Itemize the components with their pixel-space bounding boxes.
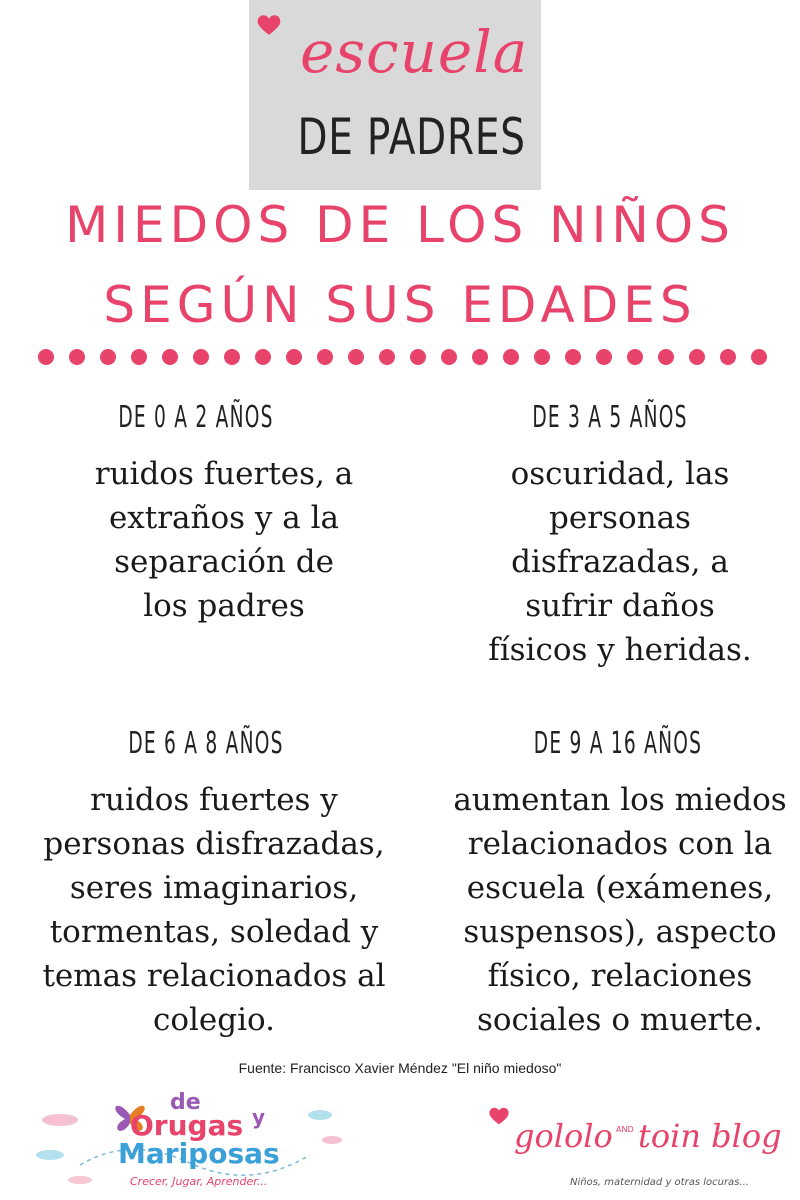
fears-3-5 (430, 452, 800, 672)
fear-line: colegio. (152, 1002, 276, 1038)
fear-line: temas relacionados al (42, 958, 386, 994)
logo-gololo-and-toin-blog (470, 1095, 790, 1195)
logo-right-name-a: gololo (514, 1117, 613, 1155)
fear-line: separación de (114, 544, 334, 580)
age-heading-6-8: DE 6 A 8 AÑOS (128, 726, 284, 761)
logo-left-de: de (170, 1090, 201, 1115)
fear-line: ruidos fuertes y (90, 782, 338, 818)
logo-de-orugas-y-mariposas (20, 1085, 360, 1195)
fear-line: personas disfrazadas, (43, 826, 385, 862)
fear-line: físico, relaciones (487, 958, 753, 994)
dotted-divider (38, 347, 768, 367)
logo-left-tagline: Crecer, Jugar, Aprender... (130, 1175, 268, 1188)
fears-0-2 (34, 452, 414, 628)
header-script-text: escuela (300, 18, 529, 86)
logo-right-tagline: Niños, maternidad y otras locuras... (570, 1177, 749, 1188)
logo-right-and: AND (616, 1125, 634, 1134)
fear-line: tormentas, soledad y (49, 914, 379, 950)
logo-right-name-b: toin blog (638, 1117, 782, 1155)
fear-line: disfrazadas, a (511, 544, 729, 580)
heart-icon (256, 12, 282, 38)
logo-left-mariposas: Mariposas (118, 1137, 280, 1170)
fear-line: extraños y a la (108, 500, 340, 536)
fear-line: escuela (exámenes, (466, 870, 774, 906)
fear-line: los padres (143, 588, 305, 624)
age-heading-3-5: DE 3 A 5 AÑOS (532, 400, 688, 435)
logo-left-y: y (252, 1105, 266, 1129)
fear-line: suspensos), aspecto (463, 914, 777, 950)
fear-line: aumentan los miedos (453, 782, 787, 818)
fear-line: relacionados con la (467, 826, 773, 862)
logo-left-orugas: Orugas (130, 1109, 244, 1142)
fears-9-16 (420, 778, 800, 1042)
fears-6-8 (24, 778, 404, 1042)
fear-line: oscuridad, las (510, 456, 730, 492)
source-citation: Fuente: Francisco Xavier Méndez "El niño miedoso" (238, 1060, 562, 1076)
fear-line: sociales o muerte. (476, 1002, 764, 1038)
title-line-1: MIEDOS DE LOS NIÑOS (65, 196, 735, 254)
fear-line: personas (549, 500, 691, 536)
age-heading-0-2: DE 0 A 2 AÑOS (118, 400, 274, 435)
fear-line: ruidos fuertes, a (94, 456, 354, 492)
fear-line: físicos y heridas. (488, 632, 752, 668)
title-line-2: SEGÚN SUS EDADES (103, 276, 697, 334)
age-heading-9-16: DE 9 A 16 AÑOS (533, 726, 703, 761)
fear-line: seres imaginarios, (69, 870, 359, 906)
fear-line: sufrir daños (525, 588, 715, 624)
header-sub-text: DE PADRES (297, 108, 526, 166)
heart-icon (488, 1105, 510, 1127)
